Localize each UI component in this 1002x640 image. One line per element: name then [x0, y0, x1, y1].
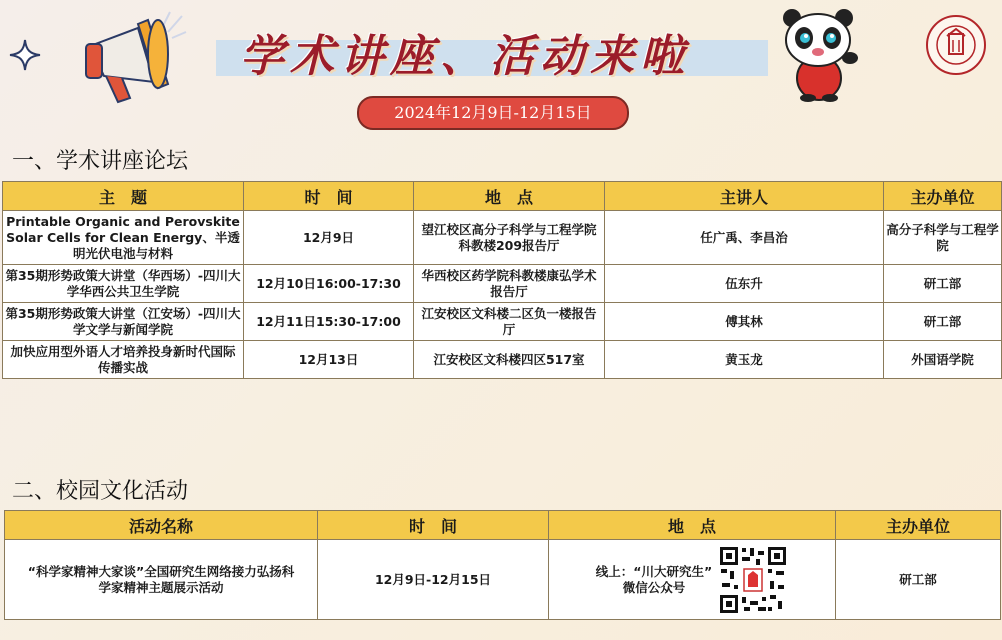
activity-place-line: 线上：“川大研究生”	[595, 563, 713, 579]
activity-host: 研工部	[836, 540, 1001, 620]
lecture-place: 望江校区高分子科学与工程学院科教楼209报告厅	[414, 211, 605, 265]
lecture-place: 江安校区文科楼四区517室	[414, 341, 605, 379]
table-row	[3, 211, 1002, 265]
activity-name: “科学家精神大家谈”全国研究生网络接力弘扬科学家精神主题展示活动	[5, 540, 318, 620]
lecture-time: 12月9日	[244, 211, 414, 265]
lecture-time: 12月10日16:00-17:30	[244, 265, 414, 303]
lecture-time: 12月13日	[244, 341, 414, 379]
table-row	[3, 265, 1002, 303]
activity-time: 12月9日-12月15日	[318, 540, 549, 620]
lecture-topic: 第35期形势政策大讲堂（华西场）-四川大学华西公共卫生学院	[3, 265, 244, 303]
column-header: 活动名称	[5, 511, 318, 540]
lecture-host: 研工部	[884, 303, 1002, 341]
date-range-badge: 2024年12月9日-12月15日	[357, 96, 629, 130]
lecture-place: 华西校区药学院科教楼康弘学术报告厅	[414, 265, 605, 303]
lecture-host: 高分子科学与工程学院	[884, 211, 1002, 265]
sparkle-icon	[8, 38, 42, 72]
table-header-row	[3, 182, 1002, 211]
lecture-speaker: 伍东升	[605, 265, 884, 303]
table-row	[5, 540, 1001, 620]
lecture-host: 研工部	[884, 265, 1002, 303]
lecture-topic: 加快应用型外语人才培养投身新时代国际传播实战	[3, 341, 244, 379]
activity-place-line: 微信公众号	[622, 579, 686, 595]
table-header-row	[5, 511, 1001, 540]
lecture-time: 12月11日15:30-17:00	[244, 303, 414, 341]
panda-mascot-icon	[778, 8, 860, 102]
column-header: 主讲人	[605, 182, 884, 211]
column-header: 主办单位	[836, 511, 1001, 540]
lecture-topic: Printable Organic and Perovskite Solar Cells for Clean Energy、半透明光伏电池与材料	[3, 211, 244, 265]
lecture-host: 外国语学院	[884, 341, 1002, 379]
sichuan-university-seal-icon	[925, 14, 987, 76]
section-title-lectures: 一、学术讲座论坛	[12, 149, 189, 174]
column-header: 地 点	[549, 511, 836, 540]
megaphone-icon	[78, 6, 198, 110]
activity-place-cell	[549, 540, 836, 620]
lecture-topic: 第35期形势政策大讲堂（江安场）-四川大学文学与新闻学院	[3, 303, 244, 341]
lecture-place: 江安校区文科楼二区负一楼报告厅	[414, 303, 605, 341]
column-header: 主 题	[3, 182, 244, 211]
page-title: 学术讲座、活动来啦	[240, 31, 690, 82]
table-row	[3, 303, 1002, 341]
column-header: 地 点	[414, 182, 605, 211]
lectures-table	[2, 181, 1002, 379]
section-title-activities: 二、校园文化活动	[12, 479, 189, 504]
table-row	[3, 341, 1002, 379]
wechat-qr-code-icon	[718, 545, 788, 615]
lecture-speaker: 任广禹、李昌治	[605, 211, 884, 265]
lecture-speaker: 傅其林	[605, 303, 884, 341]
column-header: 时 间	[244, 182, 414, 211]
column-header: 主办单位	[884, 182, 1002, 211]
column-header: 时 间	[318, 511, 549, 540]
activities-table	[4, 510, 1001, 620]
lecture-speaker: 黄玉龙	[605, 341, 884, 379]
